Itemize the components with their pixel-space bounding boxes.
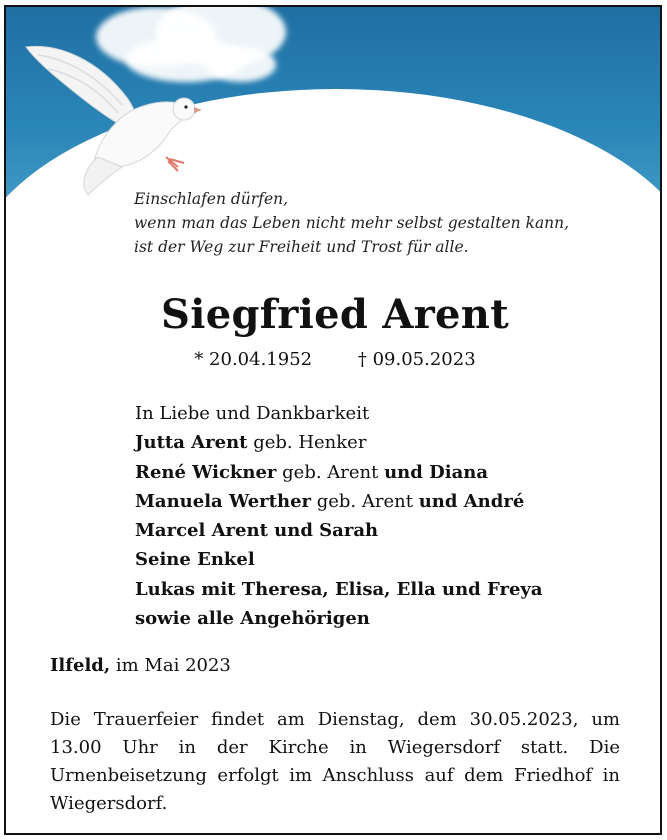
family-line: René Wickner geb. Arent und Diana	[135, 461, 488, 483]
family-line: Jutta Arent geb. Henker	[135, 432, 367, 454]
deceased-name: Siegfried Arent	[161, 291, 509, 338]
quote	[134, 187, 634, 259]
birth-date: * 20.04.1952	[194, 349, 313, 370]
family-line: sowie alle Angehörigen	[135, 608, 370, 630]
life-dates	[6, 349, 662, 370]
place-date: Ilfeld, im Mai 2023	[50, 655, 231, 676]
quote-line: ist der Weg zur Freiheit und Trost für alle.	[134, 238, 469, 256]
family-line: Manuela Werther geb. Arent und André	[135, 490, 525, 512]
quote-line: wenn man das Leben nicht mehr selbst gestalten kann,	[134, 214, 570, 232]
family-line: Lukas mit Theresa, Elisa, Ella und Freya	[135, 578, 543, 600]
family-intro: In Liebe und Dankbarkeit	[135, 403, 370, 424]
service-info: Die Trauerfeier findet am Dienstag, dem 30.05.2023, um 13.00 Uhr in der Kirche in Wiegersdorf statt. Die Urnenbeisetzung erfolgt im Anschluss auf dem Friedhof in Wiegersdorf.	[50, 709, 620, 814]
quote-line: Einschlafen dürfen,	[134, 190, 289, 208]
family-list	[135, 399, 655, 633]
family-line: Seine Enkel	[135, 549, 255, 571]
family-line: Marcel Arent und Sarah	[135, 520, 379, 542]
death-date: † 09.05.2023	[357, 349, 476, 370]
obituary-card	[4, 5, 662, 835]
